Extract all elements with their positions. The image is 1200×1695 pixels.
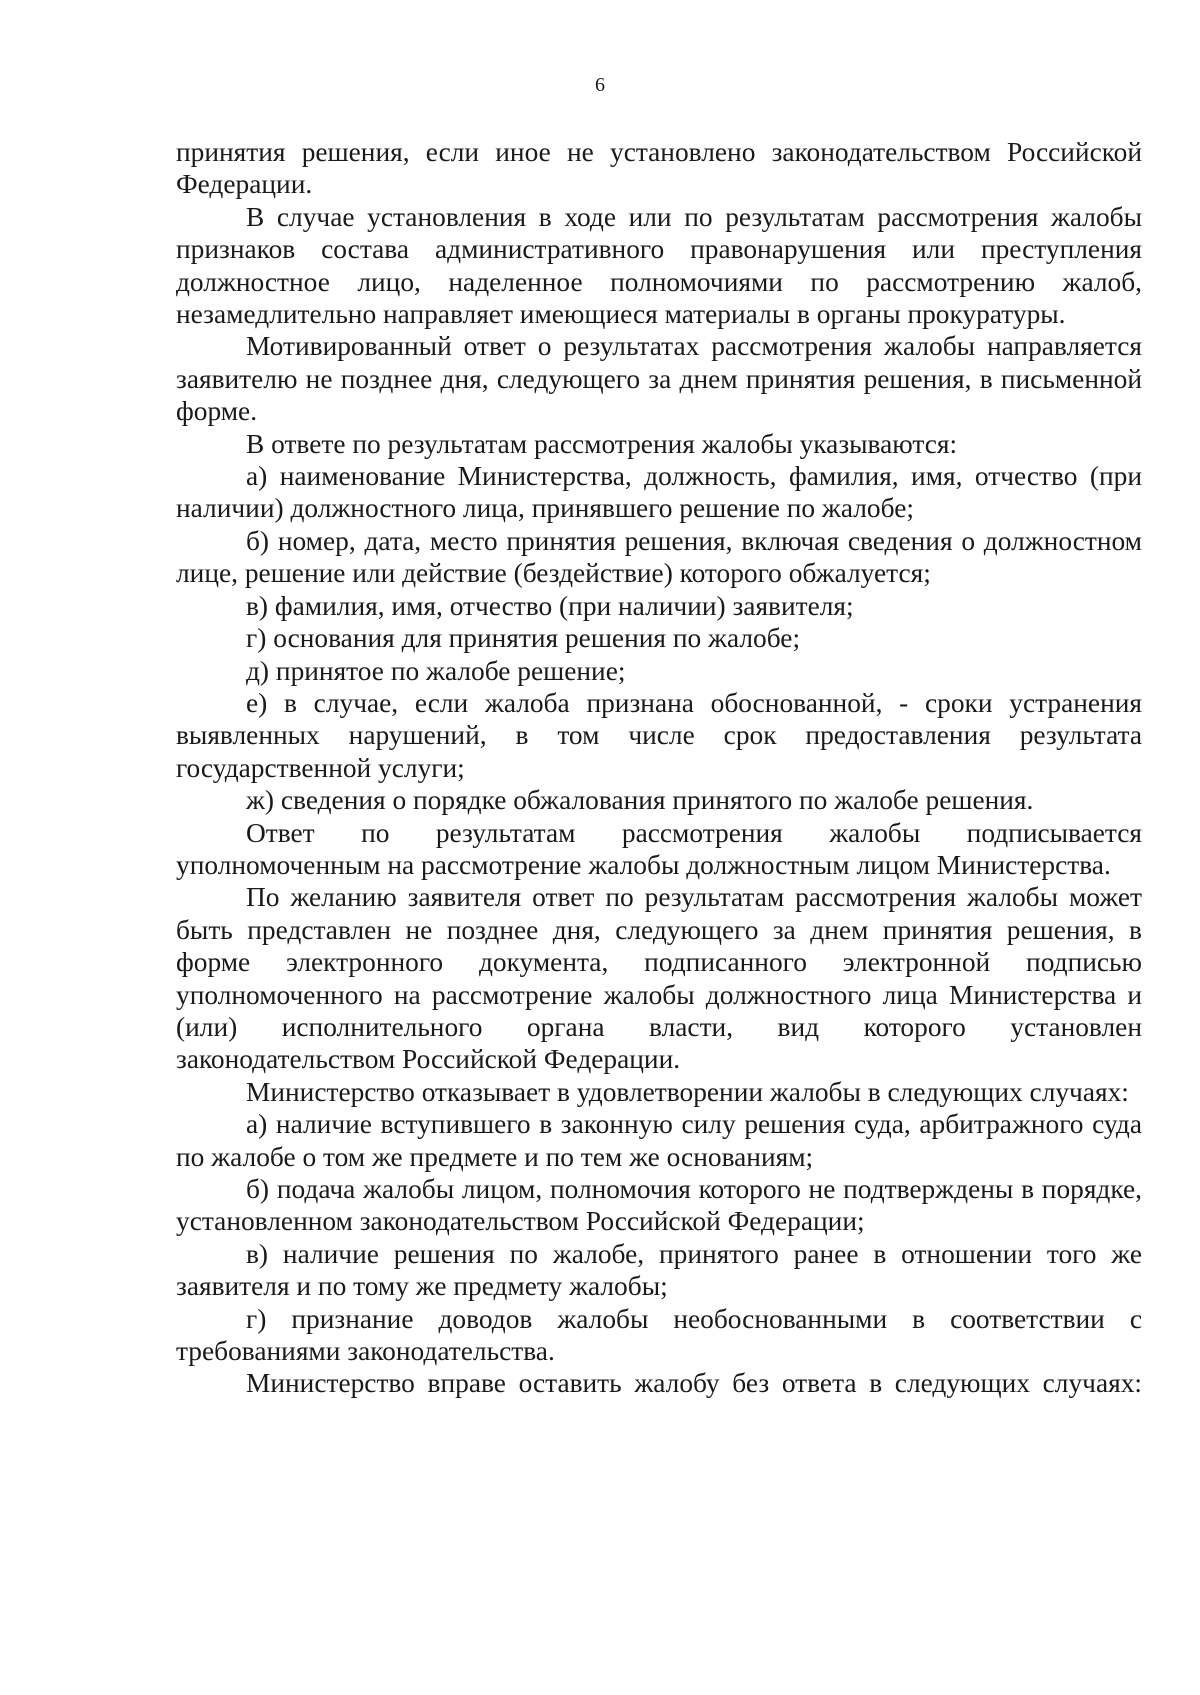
list-item: ж) сведения о порядке обжалования принятого по жалобе решения. [246,785,1034,816]
list-item: е) в случае, если жалоба признана обоснованной, - сроки устранения выявленных нарушений, в том числе срок предоставления результата государственной услуги; [176,687,1142,783]
paragraph: В случае установления в ходе или по результатам рассмотрения жалобы признаков состава административного правонарушения или преступления должностное лицо, наделенное полномочиями по рассмотрению жалоб, незамедлительно направляет имеющиеся материалы в органы прокуратуры. [176,201,1142,330]
list-item: б) подача жалобы лицом, полномочия которого не подтверждены в порядке, установленном законодательством Российской Федерации; [176,1174,1142,1237]
list-item: в) наличие решения по жалобе, принятого ранее в отношении того же заявителя и по тому же предмету жалобы; [176,1238,1142,1302]
list-item: а) наименование Министерства, должность, фамилия, имя, отчество (при наличии) должностного лица, принявшего решение по жалобе; [176,461,1142,524]
list-item: г) признание доводов жалобы необоснованными в соответствии с требованиями законодательства. [176,1303,1142,1367]
paragraph: Министерство отказывает в удовлетворении жалобы в следующих случаях: [246,1076,1129,1107]
list-item: в) фамилия, имя, отчество (при наличии) заявителя; [246,590,854,621]
list-item: г) основания для принятия решения по жалобе; [246,623,801,654]
paragraph: Ответ по результатам рассмотрения жалобы подписывается уполномоченным на рассмотрение жалобы должностным лицом Министерства. [176,817,1142,880]
paragraph: Министерство вправе оставить жалобу без ответа в следующих случаях: [246,1368,1142,1399]
list-item: а) наличие вступившего в законную силу решения суда, арбитражного суда по жалобе о том же предмете и по тем же основаниям; [176,1109,1142,1172]
list-item: б) номер, дата, место принятия решения, включая сведения о должностном лице, решение или действие (бездействие) которого обжалуется; [176,525,1142,589]
page-number: 6 [595,74,605,96]
paragraph: По желанию заявителя ответ по результатам рассмотрения жалобы может быть представлен не позднее дня, следующего за днем принятия решения, в форме электронного документа, подписанного электронной подписью уполномоченного на рассмотрение жалобы должностного лица Министерства и (или) исполнительного органа власти, вид которого установлен законодательством Российской Федерации. [176,882,1142,1075]
paragraph: Мотивированный ответ о результатах рассмотрения жалобы направляется заявителю не позднее дня, следующего за днем принятия решения, в письменной форме. [176,331,1142,427]
document-body [176,136,1142,1400]
paragraph: В ответе по результатам рассмотрения жалобы указываются: [246,428,958,459]
list-item: д) принятое по жалобе решение; [246,655,626,686]
paragraph: принятия решения, если иное не установлено законодательством Российской Федерации. [176,137,1142,200]
